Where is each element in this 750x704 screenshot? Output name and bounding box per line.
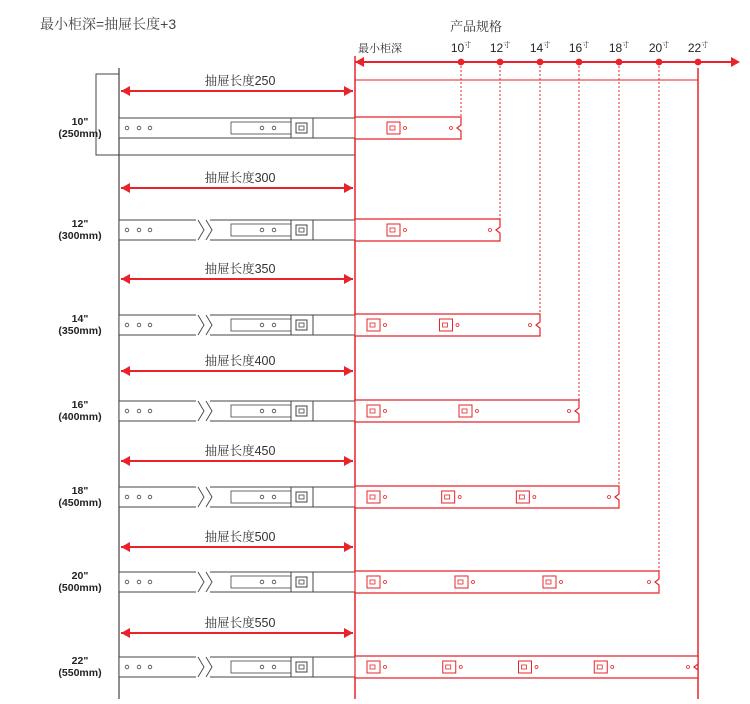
size-unit: 寸 xyxy=(503,42,511,49)
drawer-length-arrow-head-right xyxy=(344,86,353,96)
rail-middle-member xyxy=(231,491,291,503)
min-depth-label: 最小柜深 xyxy=(358,43,402,55)
drawer-length-arrow-head-left xyxy=(121,366,130,376)
drawer-length-arrow-head-left xyxy=(121,86,130,96)
row-size-label xyxy=(45,313,115,337)
size-label xyxy=(688,40,708,55)
size-marker-dot xyxy=(458,59,465,66)
row-inch: 22" xyxy=(71,655,89,667)
rail-spec-extension xyxy=(355,486,619,508)
rail-middle-member xyxy=(231,224,291,236)
rail-middle-member xyxy=(231,405,291,417)
row-mm: (550mm) xyxy=(58,667,102,679)
size-value: 14 xyxy=(529,41,544,55)
row-inch: 20" xyxy=(71,570,89,582)
size-unit: 寸 xyxy=(701,42,709,49)
rail-front-bracket xyxy=(291,220,313,240)
size-unit: 寸 xyxy=(622,42,630,49)
slide-rail-400mm xyxy=(119,400,579,422)
row-mm: (250mm) xyxy=(58,128,102,140)
rail-front-bracket xyxy=(291,401,313,421)
size-unit: 寸 xyxy=(543,42,551,49)
drawer-length-arrow-head-left xyxy=(121,183,130,193)
spec-arrow-head-left xyxy=(355,57,364,67)
drawer-length-arrow-head-left xyxy=(121,628,130,638)
size-unit: 寸 xyxy=(464,42,472,49)
rail-front-bracket xyxy=(291,657,313,677)
spec-title: 产品规格 xyxy=(450,19,503,34)
drawer-length-arrow-head-left xyxy=(121,456,130,466)
slide-rail-500mm xyxy=(119,571,659,593)
rail-front-bracket xyxy=(291,487,313,507)
drawer-length-arrow-head-right xyxy=(344,183,353,193)
drawer-length-label: 抽屉长度300 xyxy=(204,171,276,185)
drawer-length-arrow-head-right xyxy=(344,542,353,552)
row-mm: (400mm) xyxy=(58,411,102,423)
size-unit: 寸 xyxy=(662,42,670,49)
size-marker-dot xyxy=(497,59,504,66)
rail-spec-extension xyxy=(355,117,461,139)
row-size-label xyxy=(45,399,115,423)
slide-rail-550mm xyxy=(119,656,698,678)
drawer-length-label: 抽屉长度450 xyxy=(204,444,276,458)
drawer-length-arrow-head-left xyxy=(121,274,130,284)
rail-middle-member xyxy=(231,319,291,331)
size-value: 20 xyxy=(648,41,663,55)
row-mm: (350mm) xyxy=(58,325,102,337)
size-value: 16 xyxy=(568,41,583,55)
row-inch: 18" xyxy=(71,485,89,497)
size-unit: 寸 xyxy=(582,42,590,49)
row-mm: (500mm) xyxy=(58,582,102,594)
rail-front-bracket xyxy=(291,572,313,592)
size-label xyxy=(609,40,629,55)
min-depth-formula: 最小柜深=抽屉长度+3 xyxy=(40,16,177,32)
row-inch: 16" xyxy=(71,399,89,411)
drawer-length-arrow-head-left xyxy=(121,542,130,552)
row-mm: (300mm) xyxy=(58,230,102,242)
rail-front-bracket xyxy=(291,118,313,138)
size-value: 18 xyxy=(608,41,623,55)
drawer-length-label: 抽屉长度500 xyxy=(204,530,276,544)
size-marker-dot xyxy=(616,59,623,66)
size-label xyxy=(569,40,589,55)
size-value: 12 xyxy=(489,41,504,55)
rail-spec-extension xyxy=(355,219,500,241)
drawer-length-arrow-head-right xyxy=(344,628,353,638)
rail-middle-member xyxy=(231,661,291,673)
size-value: 10 xyxy=(450,41,465,55)
row-size-label xyxy=(45,116,115,140)
drawer-length-label: 抽屉长度550 xyxy=(204,616,276,630)
drawer-length-label: 抽屉长度400 xyxy=(204,354,276,368)
size-marker-dot xyxy=(656,59,663,66)
size-marker-dot xyxy=(695,59,702,66)
row-size-label xyxy=(45,218,115,242)
size-label xyxy=(490,40,510,55)
slide-rail-300mm xyxy=(119,219,500,241)
row-inch: 14" xyxy=(71,313,89,325)
row-size-label xyxy=(45,485,115,509)
size-label xyxy=(649,40,669,55)
size-label xyxy=(451,40,471,55)
drawer-length-label: 抽屉长度250 xyxy=(204,74,276,88)
row-size-label xyxy=(45,570,115,594)
size-marker-dot xyxy=(576,59,583,66)
spec-arrow-head-right xyxy=(731,57,740,67)
drawer-length-arrow-head-right xyxy=(344,274,353,284)
cabinet-bracket xyxy=(96,74,119,155)
drawer-length-arrow-head-right xyxy=(344,456,353,466)
size-value: 22 xyxy=(687,41,702,55)
row-size-label xyxy=(45,655,115,679)
drawer-length-label: 抽屉长度350 xyxy=(204,262,276,276)
rail-middle-member xyxy=(231,122,291,134)
drawer-length-arrow-head-right xyxy=(344,366,353,376)
slide-rail-450mm xyxy=(119,486,619,508)
slide-rail-350mm xyxy=(119,314,540,336)
rail-front-bracket xyxy=(291,315,313,335)
rail-spec-extension xyxy=(355,571,659,593)
rail-middle-member xyxy=(231,576,291,588)
row-inch: 12" xyxy=(71,218,89,230)
size-marker-dot xyxy=(537,59,544,66)
row-mm: (450mm) xyxy=(58,497,102,509)
size-label xyxy=(530,40,550,55)
row-inch: 10" xyxy=(71,116,89,128)
slide-rail-250mm xyxy=(119,117,461,139)
